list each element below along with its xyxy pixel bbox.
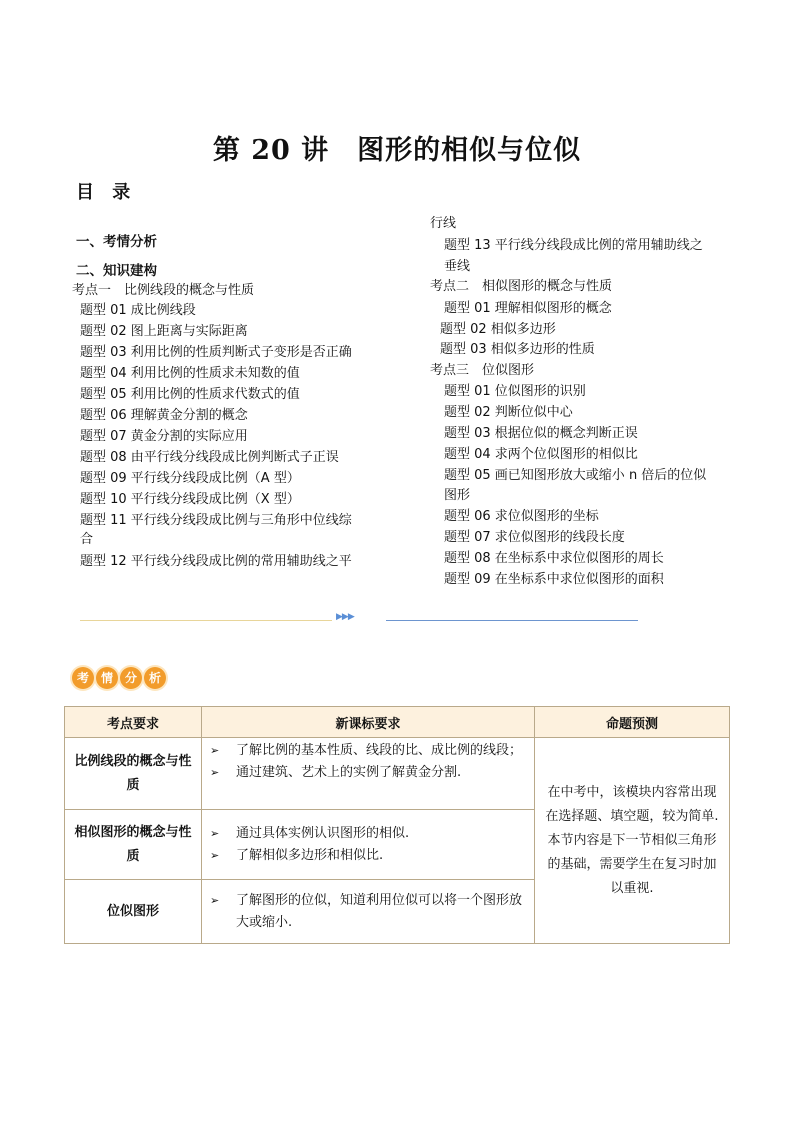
requirement-text: 了解比例的基本性质、线段的比、成比例的线段； <box>236 743 523 758</box>
row-requirements <box>202 738 535 810</box>
toc-section-analysis[interactable]: 一、考情分析 <box>76 234 157 250</box>
row-key: 相似图形的概念与性质 <box>65 810 202 880</box>
row-key: 位似图形 <box>65 880 202 944</box>
requirement-text: 通过建筑、艺术上的实例了解黄金分割. <box>236 765 462 780</box>
page-title: 第 20 讲 图形的相似与位似 <box>212 135 582 166</box>
toc-item[interactable]: 题型 02 图上距离与实际距离 <box>80 324 248 339</box>
toc-item[interactable]: 题型 04 求两个位似图形的相似比 <box>444 447 638 462</box>
toc-item[interactable]: 题型 05 画已知图形放大或缩小 n 倍后的位似 <box>444 468 707 483</box>
toc-item[interactable]: 考点三 位似图形 <box>430 363 535 378</box>
tag-char: 析 <box>144 667 166 689</box>
toc-item[interactable]: 题型 03 相似多边形的性质 <box>440 342 595 357</box>
toc-item[interactable]: 题型 11 平行线分线段成比例与三角形中位线综 <box>80 513 352 528</box>
toc-item[interactable]: 考点二 相似图形的概念与性质 <box>430 279 613 294</box>
toc-item[interactable]: 行线 <box>430 216 457 231</box>
toc-item[interactable]: 题型 08 在坐标系中求位似图形的周长 <box>444 551 664 566</box>
toc-item[interactable]: 题型 01 位似图形的识别 <box>444 384 586 399</box>
row-requirements <box>202 880 535 944</box>
prediction-cell: 在中考中，该模块内容常出现在选择题、填空题，较为简单.本节内容是下一节相似三角形的基础，需要学生在复习时加以重视. <box>535 738 730 944</box>
toc-item[interactable]: 题型 10 平行线分线段成比例（X 型） <box>80 492 300 507</box>
tag-char: 情 <box>96 667 118 689</box>
toc-section-knowledge[interactable]: 二、知识建构 <box>76 263 157 279</box>
toc-item[interactable]: 题型 03 利用比例的性质判断式子变形是否正确 <box>80 345 352 360</box>
toc-item[interactable]: 题型 13 平行线分线段成比例的常用辅助线之 <box>444 238 703 253</box>
requirement-text: 了解相似多边形和相似比. <box>236 847 384 863</box>
bullet-arrow-icon: ➢ <box>210 766 220 779</box>
requirement-text: 通过具体实例认识图形的相似. <box>236 825 410 841</box>
requirement-text: 了解图形的位似，知道利用位似可以将一个图形放大或缩小. <box>236 892 523 930</box>
row-requirements <box>202 810 535 880</box>
toc-item[interactable]: 题型 05 利用比例的性质求代数式的值 <box>80 387 300 402</box>
header-prediction: 命题预测 <box>535 707 730 738</box>
analysis-table <box>64 706 730 944</box>
divider-right <box>386 620 638 621</box>
divider-left <box>80 620 332 621</box>
section-tag-analysis <box>72 667 166 689</box>
toc-item[interactable]: 题型 03 根据位似的概念判断正误 <box>444 426 638 441</box>
tag-char: 分 <box>120 667 142 689</box>
row-key: 比例线段的概念与性质 <box>65 738 202 810</box>
bullet-arrow-icon: ➢ <box>210 826 220 840</box>
toc-item[interactable]: 题型 04 利用比例的性质求未知数的值 <box>80 366 300 381</box>
header-kaodian: 考点要求 <box>65 707 202 738</box>
toc-heading: 目 录 <box>76 182 137 203</box>
toc-item[interactable]: 题型 01 理解相似图形的概念 <box>444 301 612 316</box>
toc-item[interactable]: 题型 02 相似多边形 <box>440 322 556 337</box>
table-header-row <box>65 707 730 738</box>
bullet-arrow-icon: ➢ <box>210 744 220 757</box>
toc-item[interactable]: 题型 01 成比例线段 <box>80 303 196 318</box>
toc-item[interactable]: 题型 09 平行线分线段成比例（A 型） <box>80 471 300 486</box>
toc-item[interactable]: 题型 07 求位似图形的线段长度 <box>444 530 625 545</box>
table-row <box>65 738 730 810</box>
divider-arrows-icon: ▶▶▶ <box>336 612 354 622</box>
tag-char: 考 <box>72 667 94 689</box>
bullet-arrow-icon: ➢ <box>210 848 220 862</box>
toc-item[interactable]: 合 <box>80 532 94 547</box>
header-requirements: 新课标要求 <box>202 707 535 738</box>
toc-item[interactable]: 题型 12 平行线分线段成比例的常用辅助线之平 <box>80 554 352 569</box>
toc-item[interactable]: 题型 08 由平行线分线段成比例判断式子正误 <box>80 450 339 465</box>
toc-item[interactable]: 题型 09 在坐标系中求位似图形的面积 <box>444 572 664 587</box>
toc-item[interactable]: 题型 06 理解黄金分割的概念 <box>80 408 248 423</box>
toc-item[interactable]: 垂线 <box>444 259 471 274</box>
toc-kaodian-1[interactable]: 考点一 比例线段的概念与性质 <box>72 283 255 298</box>
toc-item[interactable]: 图形 <box>444 488 471 503</box>
toc-item[interactable]: 题型 07 黄金分割的实际应用 <box>80 429 248 444</box>
toc-item[interactable]: 题型 06 求位似图形的坐标 <box>444 509 599 524</box>
toc-item[interactable]: 题型 02 判断位似中心 <box>444 405 573 420</box>
bullet-arrow-icon: ➢ <box>210 893 220 907</box>
